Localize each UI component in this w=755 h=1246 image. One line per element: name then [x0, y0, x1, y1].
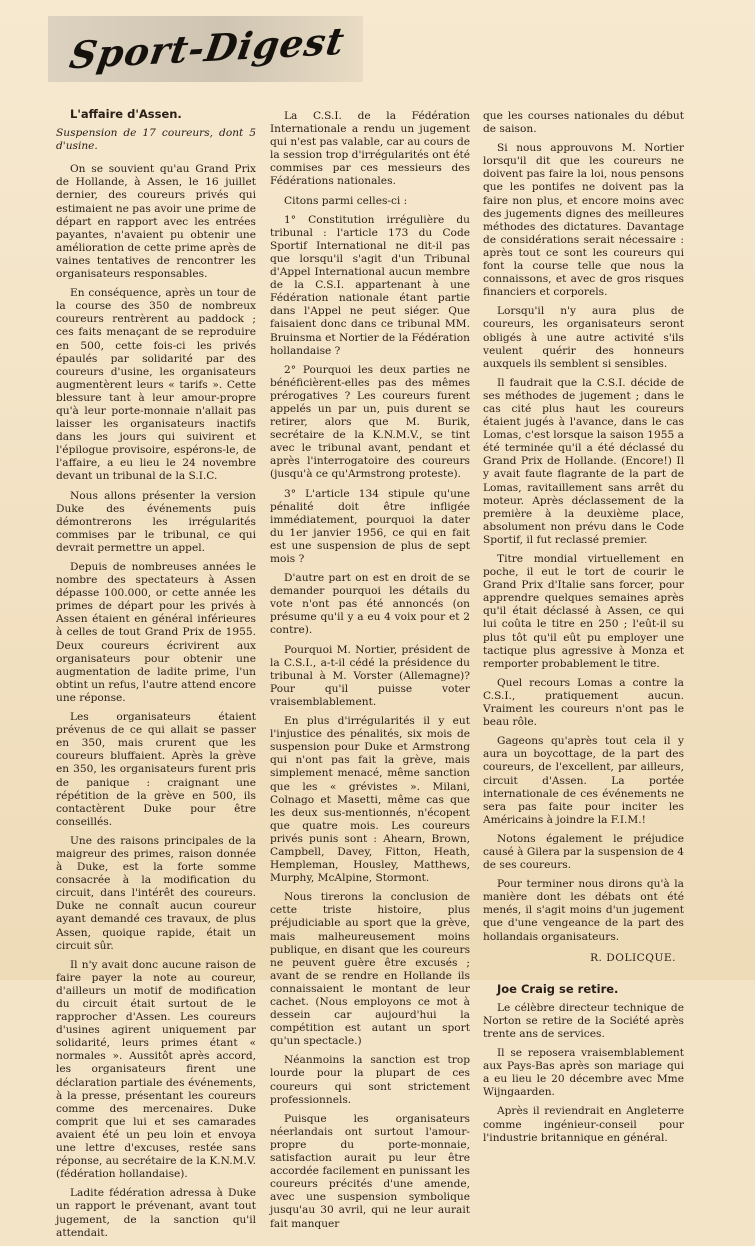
paragraph: 1° Constitution irrégulière du tribunal : l'article 173 du Code Sportif International ne dit-il pas que lorsqu'il s'agit d'un Tribunal d'Appel International aucun membre de la C.S.I. appartenant à une Fédération nationale étant partie dans l'Appel ne peut siéger. Que faisaient donc dans ce tribunal MM. Bruinsma et Nortier de la Fédération hollandaise ? — [270, 213, 470, 357]
paragraph: Quel recours Lomas a contre la C.S.I., pratiquement aucun. Vraiment les coureurs n'ont pas le beau rôle. — [483, 676, 684, 729]
paragraph: Une des raisons principales de la maigreur des primes, raison donnée à Duke, est la forte somme consacrée à la modification du circuit, dans l'intérêt des coureurs. Duke ne connaît aucun coureur ayant demandé ces travaux, de plus Assen, quoique rapide, était un circuit sûr. — [56, 834, 256, 952]
paragraph: D'autre part on est en droit de se demander pourquoi les détails du vote n'ont pas été annoncés (on présume qu'il y a eu 4 voix pour et 2 contre). — [270, 572, 470, 637]
paragraph: Il faudrait que la C.S.I. décide de ses méthodes de jugement ; dans le cas cité plus haut les coureurs étaient jugés à l'avance, dans le cas Lomas, c'est lorsque la saison 1955 a été terminée qu'il a été déclassé du Grand Prix de Hollande. (Encore!) Il y avait faute flagrante de la part de Lomas, ravitaillement sans arrêt du moteur. Après déclassement de la première à la deuxième place, absolument non prévu dans le Code Sportif, il fut reclassé premier. — [483, 376, 684, 546]
paragraph: Si nous approuvons M. Nortier lorsqu'il dit que les coureurs ne doivent pas faire la loi, nous pensons que les pontifes ne doivent pas la faire non plus, et encore moins avec des jugements dignes des meilleures méthodes des dictatures. Davantage de considérations serait nécessaire : après tout ce sont les coureurs qui font la course telle que nous la connaissons, et avec de gros risques financiers et corporels. — [483, 142, 684, 299]
paragraph: La C.S.I. de la Fédération Internationale a rendu un jugement qui n'est pas valable, car au cours de la session trop d'irrégularités ont été commises par ces messieurs des Fédérations nationales. — [270, 110, 470, 188]
column-3 — [483, 110, 684, 1151]
paragraph: Les organisateurs étaient prévenus de ce qui allait se passer en 350, mais crurent que les coureurs bluffaient. Après la grève en 350, les organisateurs furent pris de panique : craignant une répétition de la grève en 500, ils contactèrent Duke pour être conseillés. — [56, 711, 256, 828]
masthead-banner — [48, 16, 363, 82]
masthead-title: Sport-Digest — [66, 18, 349, 78]
paragraph: Notons également le préjudice causé à Gilera par la suspension de 4 de ses coureurs. — [483, 832, 684, 872]
paragraph: Pourquoi M. Nortier, président de la C.S.I., a-t-il cédé la présidence du tribunal à M. Vorster (Allemagne)? Pour qu'il puisse voter vraisemblablement. — [270, 643, 470, 708]
paragraph: En plus d'irrégularités il y eut l'injustice des pénalités, six mois de suspension pour Duke et Armstrong qui n'ont pas fait la grève, mais simplement menacé, même sanction que les « grévistes ». Milani, Colnago et Masetti, même cas que les deux sus-mentionnés, n'écopent que quatre mois. Les coureurs privés punis sont : Ahearn, Brown, Campbell, Davey, Fitton, Heath, Hempleman, Housley, Matthews, Murphy, McAlpine, Stormont. — [270, 715, 470, 885]
author-signature: R. DOLICQUE. — [590, 951, 676, 964]
article-heading-2: Joe Craig se retire. — [497, 981, 619, 996]
paragraph: 2° Pourquoi les deux parties ne bénéficièrent-elles pas des mêmes prérogatives ? Les coureurs furent appelés un par un, puis durent se retirer, alors que M. Burik, secrétaire de la K.N.M.V., se tint avec le tribunal avant, pendant et après l'interrogatoire des coureurs (jusqu'à ce qu'Armstrong proteste). — [270, 363, 470, 481]
column-1 — [56, 108, 256, 1246]
paragraph: Néanmoins la sanction est trop lourde pour la plupart de ces coureurs qui sont strictement professionnels. — [270, 1054, 470, 1106]
paragraph: En conséquence, après un tour de la course des 350 de nombreux coureurs rentrèrent au paddock ; ces faits menaçant de se reproduire en 500, cette fois-ci les privés épaulés par solidarité par des coureurs d'usine, les organisateurs augmentèrent leurs « tarifs ». Cette blessure tant à leur amour-propre qu'à leur porte-monnaie n'allait pas laisser les organisateurs inactifs dans les jours qui suivirent et l'épilogue provisoire, espérons-le, de l'affaire, a eu lieu le 24 novembre devant un tribunal de la S.I.C. — [56, 287, 256, 483]
paragraph: Après il reviendrait en Angleterre comme ingénieur-conseil pour l'industrie britannique en général. — [483, 1105, 684, 1144]
article-subheading: Suspension de 17 coureurs, dont 5 d'usine. — [56, 127, 256, 153]
paragraph: Gageons qu'après tout cela il y aura un boycottage, de la part des coureurs, de l'excellent, par ailleurs, circuit d'Assen. La portée internationale de ces événements ne sera pas faite pour inciter les Américains à joindre la F.I.M.! — [483, 735, 684, 826]
paragraph: Il se reposera vraisemblablement aux Pays-Bas après son mariage qui a eu lieu le 20 décembre avec Mme Wijngaarden. — [483, 1047, 684, 1099]
paragraph: 3° L'article 134 stipule qu'une pénalité doit être infligée immédiatement, pourquoi la dater du 1er janvier 1956, ce qui en fait est une suspension de plus de sept mois ? — [270, 487, 470, 565]
paragraph: Titre mondial virtuellement en poche, il eut le tort de courir le Grand Prix d'Italie sans forcer, pour apprendre quelques semaines après qu'il était déclassé à Assen, ce qui lui coûta le titre en 250 ; l'eût-il su plus tôt qu'il eût pu employer une tactique plus agressive à Monza et remporter probablement le titre. — [483, 553, 684, 670]
paragraph: Citons parmi celles-ci : — [284, 194, 408, 207]
paragraph: Le célèbre directeur technique de Norton se retire de la Société après trente ans de services. — [483, 1001, 684, 1040]
paragraph: Nous allons présenter la version Duke des événements puis démontrerons les irrégularités commises par le tribunal, ce qui devrait permettre un appel. — [56, 489, 256, 554]
paragraph: On se souvient qu'au Grand Prix de Hollande, à Assen, le 16 juillet dernier, des coureurs privés qui estimaient ne pas avoir une prime de départ en rapport avec les entrées payantes, n'avaient pu obtenir une amélioration de cette prime après de vaines tentatives de rencontrer les organisateurs responsables. — [56, 163, 256, 281]
paragraph: Nous tirerons la conclusion de cette triste histoire, plus préjudiciable au sport que la grève, mais malheureusement moins publique, en disant que les coureurs ne peuvent guère être excusés ; avant de se rendre en Hollande ils connaissaient le montant de leur cachet. (Nous employons ce mot à dessein car aujourd'hui la compétition est autant un sport qu'un spectacle.) — [270, 891, 470, 1048]
paragraph: que les courses nationales du début de saison. — [483, 110, 684, 136]
column-2 — [270, 110, 470, 1237]
paragraph: Pour terminer nous dirons qu'à la manière dont les débats ont été menés, il s'agit moins d'un jugement que d'une vengeance de la part des hollandais organisateurs. — [483, 878, 684, 943]
article-heading: L'affaire d'Assen. — [70, 107, 182, 121]
paragraph: Depuis de nombreuses années le nombre des spectateurs à Assen dépasse 100.000, or cette année les primes de départ pour les privés à Assen étaient en général inférieures à celles de tout Grand Prix de 1955. Deux coureurs écrivirent aux organisateurs pour obtenir une augmentation de ladite prime, l'un obtint un refus, l'autre attend encore une réponse. — [56, 561, 256, 704]
paragraph: Il n'y avait donc aucune raison de faire payer la note au coureur, d'ailleurs un motif de modification du circuit était surtout de le rapprocher d'Assen. Les coureurs d'usines agirent uniquement par solidarité, leurs primes étant « normales ». Aussitôt après accord, les organisateurs firent une déclaration partiale des événements, à la presse, présentant les coureurs comme des mercenaires. Duke comprit que lui et ses camarades avaient été un peu loin et envoya une lettre d'excuses, restée sans réponse, au secrétaire de la K.N.M.V. (fédération hollandaise). — [56, 958, 257, 1181]
paragraph: Puisque les organisateurs néerlandais ont surtout l'amour-propre du porte-monnaie, satisfaction aurait pu leur être accordée facilement en punissant les coureurs précités d'une amende, avec une suspension symbolique jusqu'au 30 avril, qui ne leur aurait fait manquer — [270, 1112, 470, 1230]
paragraph: Lorsqu'il n'y aura plus de coureurs, les organisateurs seront obligés à une autre activité s'ils veulent quérir des honneurs auxquels ils semblent si sensibles. — [483, 305, 684, 370]
paragraph: Ladite fédération adressa à Duke un rapport le prévenant, avant tout jugement, de la sanction qu'il attendait. — [56, 1187, 256, 1239]
